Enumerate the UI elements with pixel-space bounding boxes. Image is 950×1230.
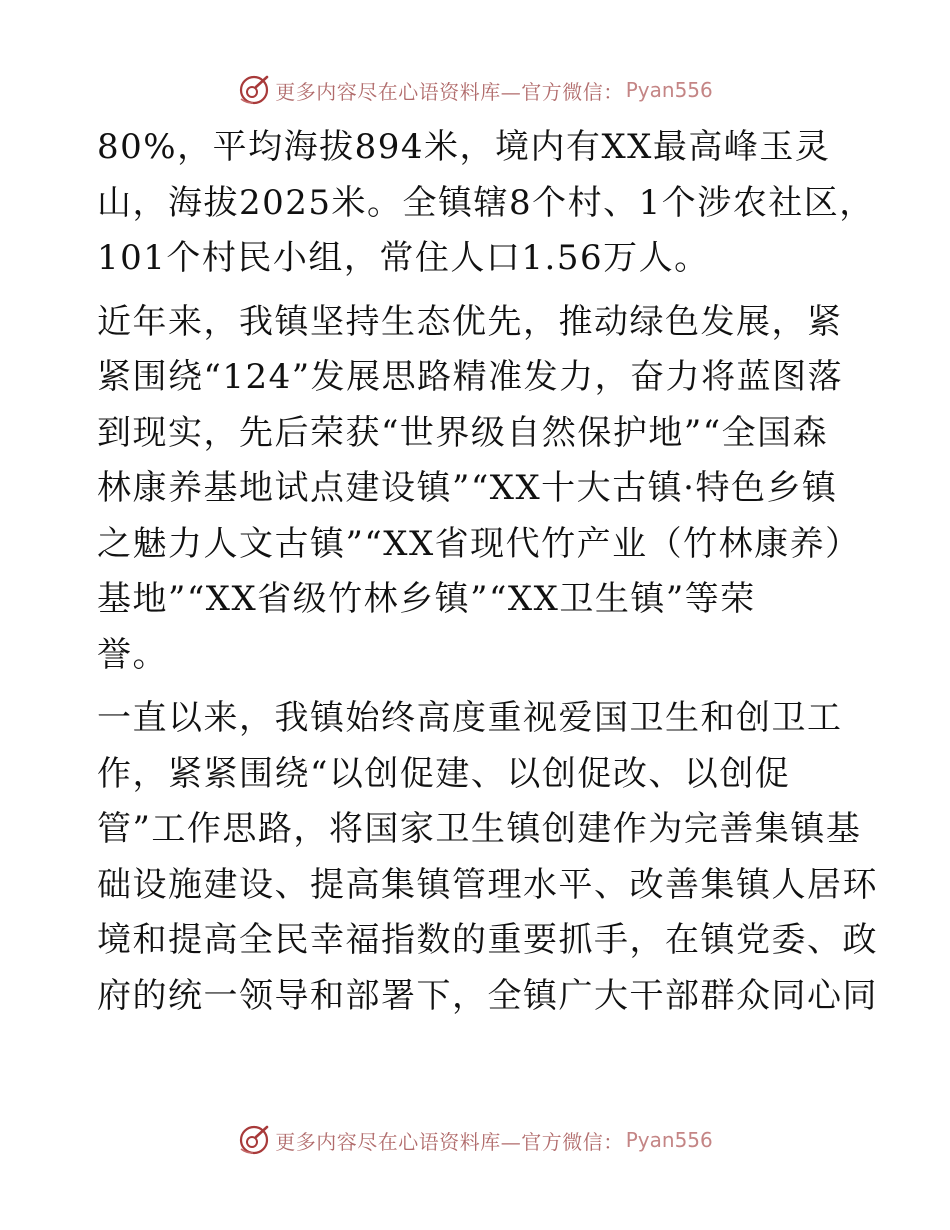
text-line: 础设施建设、提高集镇管理水平、改善集镇人居环	[97, 864, 878, 905]
footer-banner-text: 更多内容尽在心语资料库—官方微信：	[275, 1129, 624, 1154]
text-line: 基地”“XX省级竹林乡镇”“XX卫生镇”等荣	[97, 579, 756, 619]
text-line: 作，紧紧围绕“以创促建、以创促改、以创促	[97, 753, 791, 794]
paragraph-1	[97, 120, 875, 287]
text-line: 管”工作思路，将国家卫生镇创建作为完善集镇基	[97, 809, 862, 849]
header-banner-wechat-id: Pyan556	[625, 78, 713, 102]
text-line: 近年来，我镇坚持生态优先，推动绿色发展，紧	[97, 301, 843, 342]
header-banner-text: 更多内容尽在心语资料库—官方微信：	[275, 79, 624, 104]
text-line: 101个村民小组，常住人口1.56万人。	[97, 238, 710, 278]
text-line: 到现实，先后荣获“世界级自然保护地”“全国森	[97, 412, 829, 453]
text-line: 山，海拔2025米。全镇辖8个村、1个涉农社区，	[97, 182, 875, 223]
paragraph-2	[97, 295, 867, 684]
paragraph-3	[97, 691, 878, 1024]
text-line: 林康养基地试点建设镇”“XX十大古镇·特色乡镇	[97, 468, 838, 508]
text-line: 80%，平均海拔894米，境内有XX最高峰玉灵	[97, 127, 831, 167]
footer-banner-wechat-id: Pyan556	[625, 1128, 713, 1152]
text-line: 之魅力人文古镇”“XX省现代竹产业（竹林康养）	[97, 523, 861, 564]
document-body	[97, 120, 878, 1032]
header-banner	[0, 70, 950, 110]
text-line: 誉。	[97, 634, 168, 675]
footer-banner	[0, 1120, 950, 1160]
brand-logo-icon	[237, 1123, 271, 1157]
text-line: 境和提高全民幸福指数的重要抓手，在镇党委、政	[97, 920, 878, 960]
text-line: 府的统一领导和部署下，全镇广大干部群众同心同	[97, 975, 878, 1016]
text-line: 一直以来，我镇始终高度重视爱国卫生和创卫工	[97, 698, 843, 738]
text-line: 紧围绕“124”发展思路精准发力，奋力将蓝图落	[97, 357, 844, 397]
brand-logo-icon	[237, 73, 271, 107]
